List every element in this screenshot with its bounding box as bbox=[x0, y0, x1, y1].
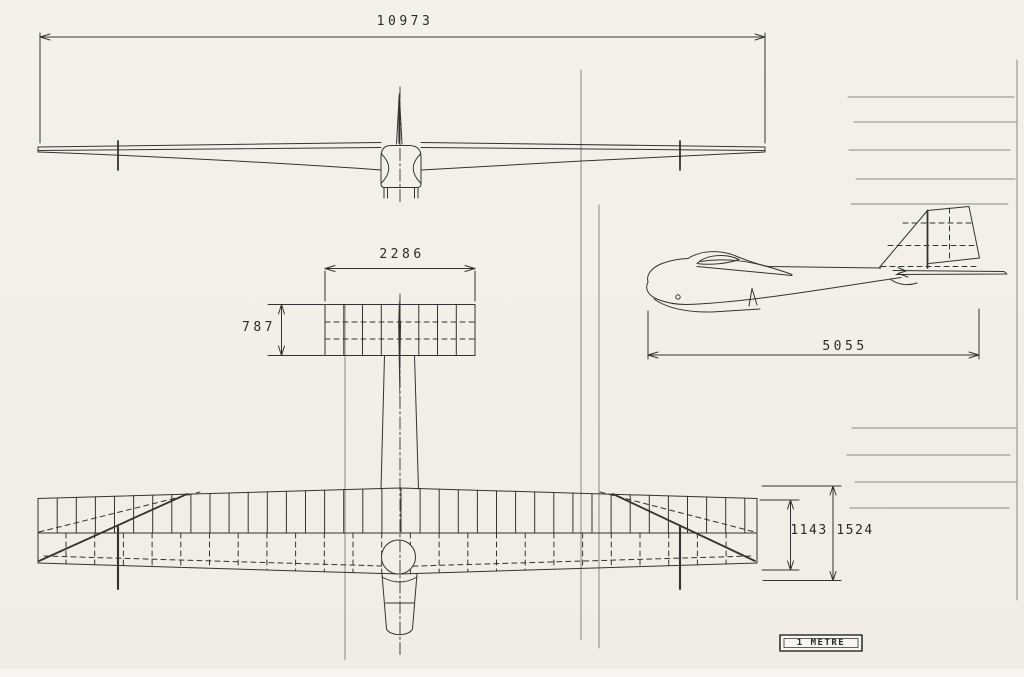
wingspan-dimension bbox=[40, 33, 765, 143]
extension-lines bbox=[268, 305, 324, 356]
showthrough-streaks bbox=[847, 428, 1017, 508]
outer-chord-label: 1143 bbox=[790, 523, 828, 538]
wing-root-upper bbox=[700, 260, 792, 275]
fuselage-front-outline bbox=[381, 146, 421, 188]
showthrough-streaks bbox=[848, 97, 1017, 204]
wing-lower-line bbox=[38, 152, 765, 170]
tail-skid bbox=[890, 279, 917, 285]
side-view-aircraft bbox=[647, 207, 1007, 313]
landing-skid-legs bbox=[384, 188, 418, 199]
scan-edge bbox=[0, 669, 1024, 677]
fuselage-bottom bbox=[647, 278, 901, 305]
tow-hook bbox=[676, 295, 680, 299]
cockpit-circle bbox=[382, 540, 416, 574]
elevator-horn bbox=[898, 268, 908, 278]
scale-label: 1 METRE bbox=[796, 638, 846, 648]
tailplane-chord-dimension bbox=[268, 305, 324, 356]
nose-top bbox=[648, 259, 688, 283]
tailplane-chord-label: 787 bbox=[242, 320, 276, 335]
fuselage-length-dimension bbox=[648, 309, 979, 359]
side-view bbox=[647, 207, 1007, 360]
canopy-arc-plan bbox=[382, 577, 417, 582]
landing-skid bbox=[654, 299, 760, 312]
canopy-curve-right bbox=[413, 154, 420, 183]
front-view bbox=[38, 33, 765, 204]
boom-top-line bbox=[768, 267, 881, 269]
fin-internal-dashed bbox=[881, 208, 976, 267]
extension-lines bbox=[648, 309, 979, 359]
root-chord-label: 1524 bbox=[836, 523, 874, 538]
front-view-aircraft bbox=[38, 87, 765, 204]
skid-strut bbox=[749, 289, 757, 307]
fin-rudder-outline bbox=[879, 207, 980, 269]
fuselage-length-label: 5055 bbox=[822, 339, 868, 354]
wingspan-label: 10973 bbox=[376, 14, 434, 29]
wing-mid-line bbox=[38, 148, 765, 151]
wing-root-lower bbox=[697, 267, 792, 276]
tailplane-side bbox=[893, 271, 1007, 275]
tailplane-span-label: 2286 bbox=[379, 247, 425, 262]
canopy-curve-left bbox=[382, 154, 389, 183]
nose-pod-tip bbox=[387, 629, 413, 635]
fuselage-plan bbox=[381, 294, 419, 657]
plan-view bbox=[38, 266, 841, 658]
